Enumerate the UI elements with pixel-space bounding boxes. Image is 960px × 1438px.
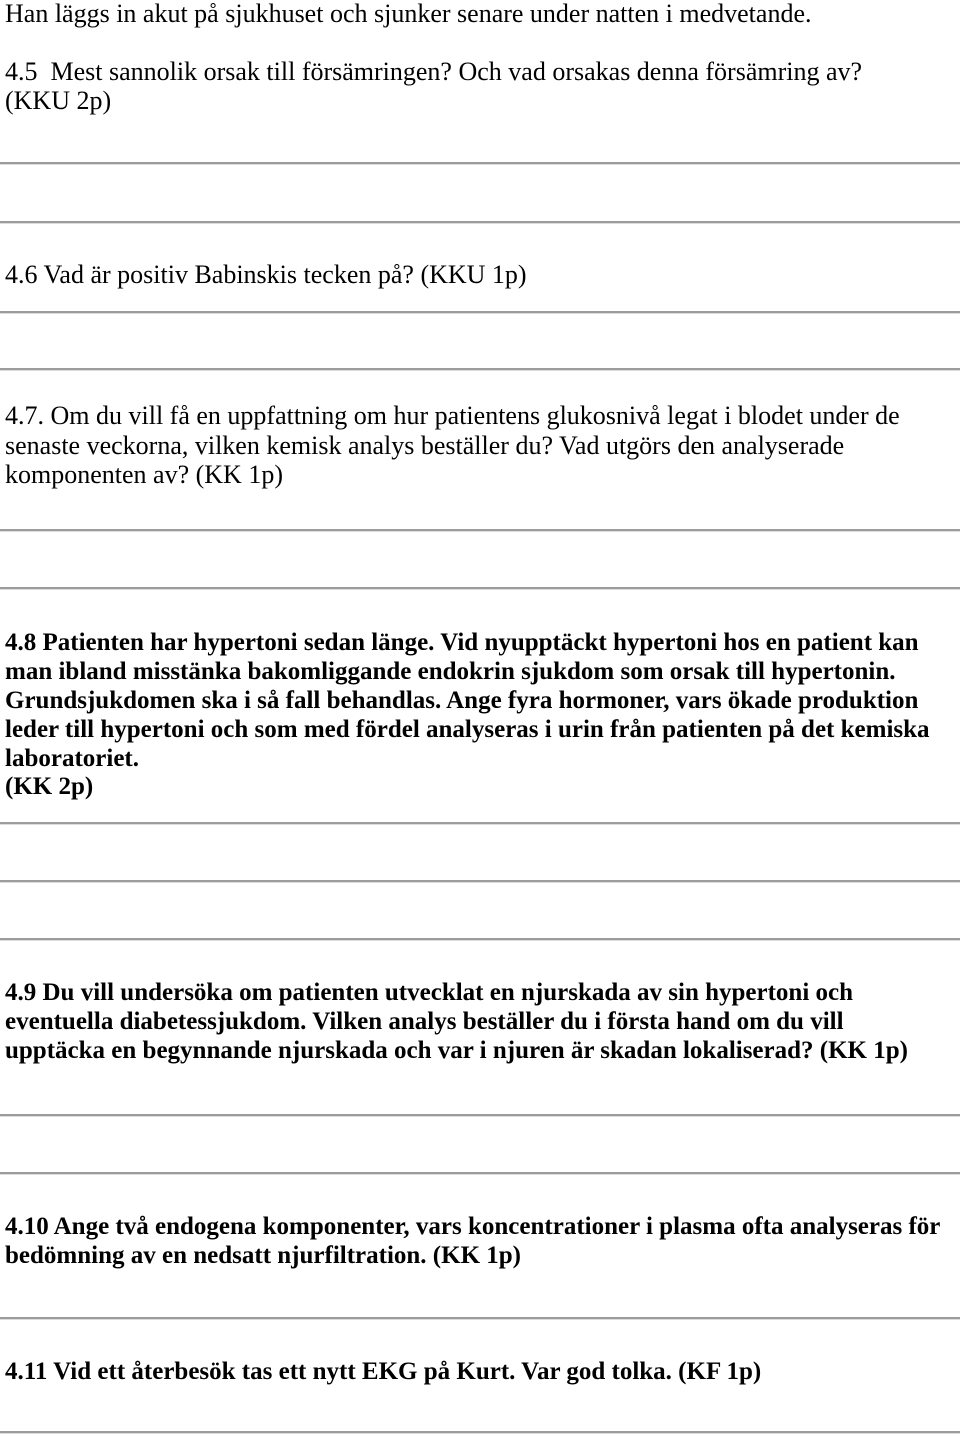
question-text-line: 4.11 Vid ett återbesök tas ett nytt EKG på Kurt. Var god tolka. (KF 1p) <box>5 1358 762 1385</box>
answer-line <box>0 221 960 224</box>
question-text-line: 4.10 Ange två endogena komponenter, vars koncentrationer i plasma ofta analyseras för <box>5 1213 941 1240</box>
answer-line <box>0 822 960 825</box>
answer-line <box>0 1172 960 1175</box>
answer-line <box>0 1431 960 1434</box>
points-label: (KKU 2p) <box>5 86 112 115</box>
question-text-line: 4.5 Mest sannolik orsak till försämringen? Och vad orsakas denna försämring av? <box>5 57 863 86</box>
answer-line <box>0 1114 960 1117</box>
question-text-line: 4.8 Patienten har hypertoni sedan länge. Vid nyupptäckt hypertoni hos en patient kan <box>5 629 919 656</box>
intro-text: Han läggs in akut på sjukhuset och sjunker senare under natten i medvetande. <box>5 0 812 28</box>
answer-line <box>0 938 960 941</box>
answer-line <box>0 1317 960 1320</box>
question-text-line: 4.9 Du vill undersöka om patienten utvecklat en njurskada av sin hypertoni och <box>5 979 854 1006</box>
answer-line <box>0 880 960 883</box>
question-text-line: komponenten av? (KK 1p) <box>5 460 283 489</box>
question-text-line: 4.6 Vad är positiv Babinskis tecken på? (KKU 1p) <box>5 260 527 289</box>
question-text-line: laboratoriet. <box>5 745 139 772</box>
question-text-line: 4.7. Om du vill få en uppfattning om hur patientens glukosnivå legat i blodet under de <box>5 401 900 430</box>
question-text-line: upptäcka en begynnande njurskada och var i njuren är skadan lokaliserad? (KK 1p) <box>5 1037 908 1064</box>
question-text-line: leder till hypertoni och som med fördel analyseras i urin från patienten på det kemiska <box>5 716 930 743</box>
question-text-line: eventuella diabetessjukdom. Vilken analys beställer du i första hand om du vill <box>5 1008 844 1035</box>
answer-line <box>0 368 960 371</box>
question-text-line: bedömning av en nedsatt njurfiltration. (KK 1p) <box>5 1242 522 1269</box>
question-text-line: Grundsjukdomen ska i så fall behandlas. Ange fyra hormoner, vars ökade produktion <box>5 687 919 714</box>
question-text-line: man ibland misstänka bakomliggande endokrin sjukdom som orsak till hypertonin. <box>5 658 896 685</box>
answer-line <box>0 311 960 314</box>
question-text-line: senaste veckorna, vilken kemisk analys beställer du? Vad utgörs den analyserade <box>5 431 845 460</box>
answer-line <box>0 162 960 165</box>
answer-line <box>0 529 960 532</box>
answer-line <box>0 587 960 590</box>
points-label: (KK 2p) <box>5 773 94 800</box>
